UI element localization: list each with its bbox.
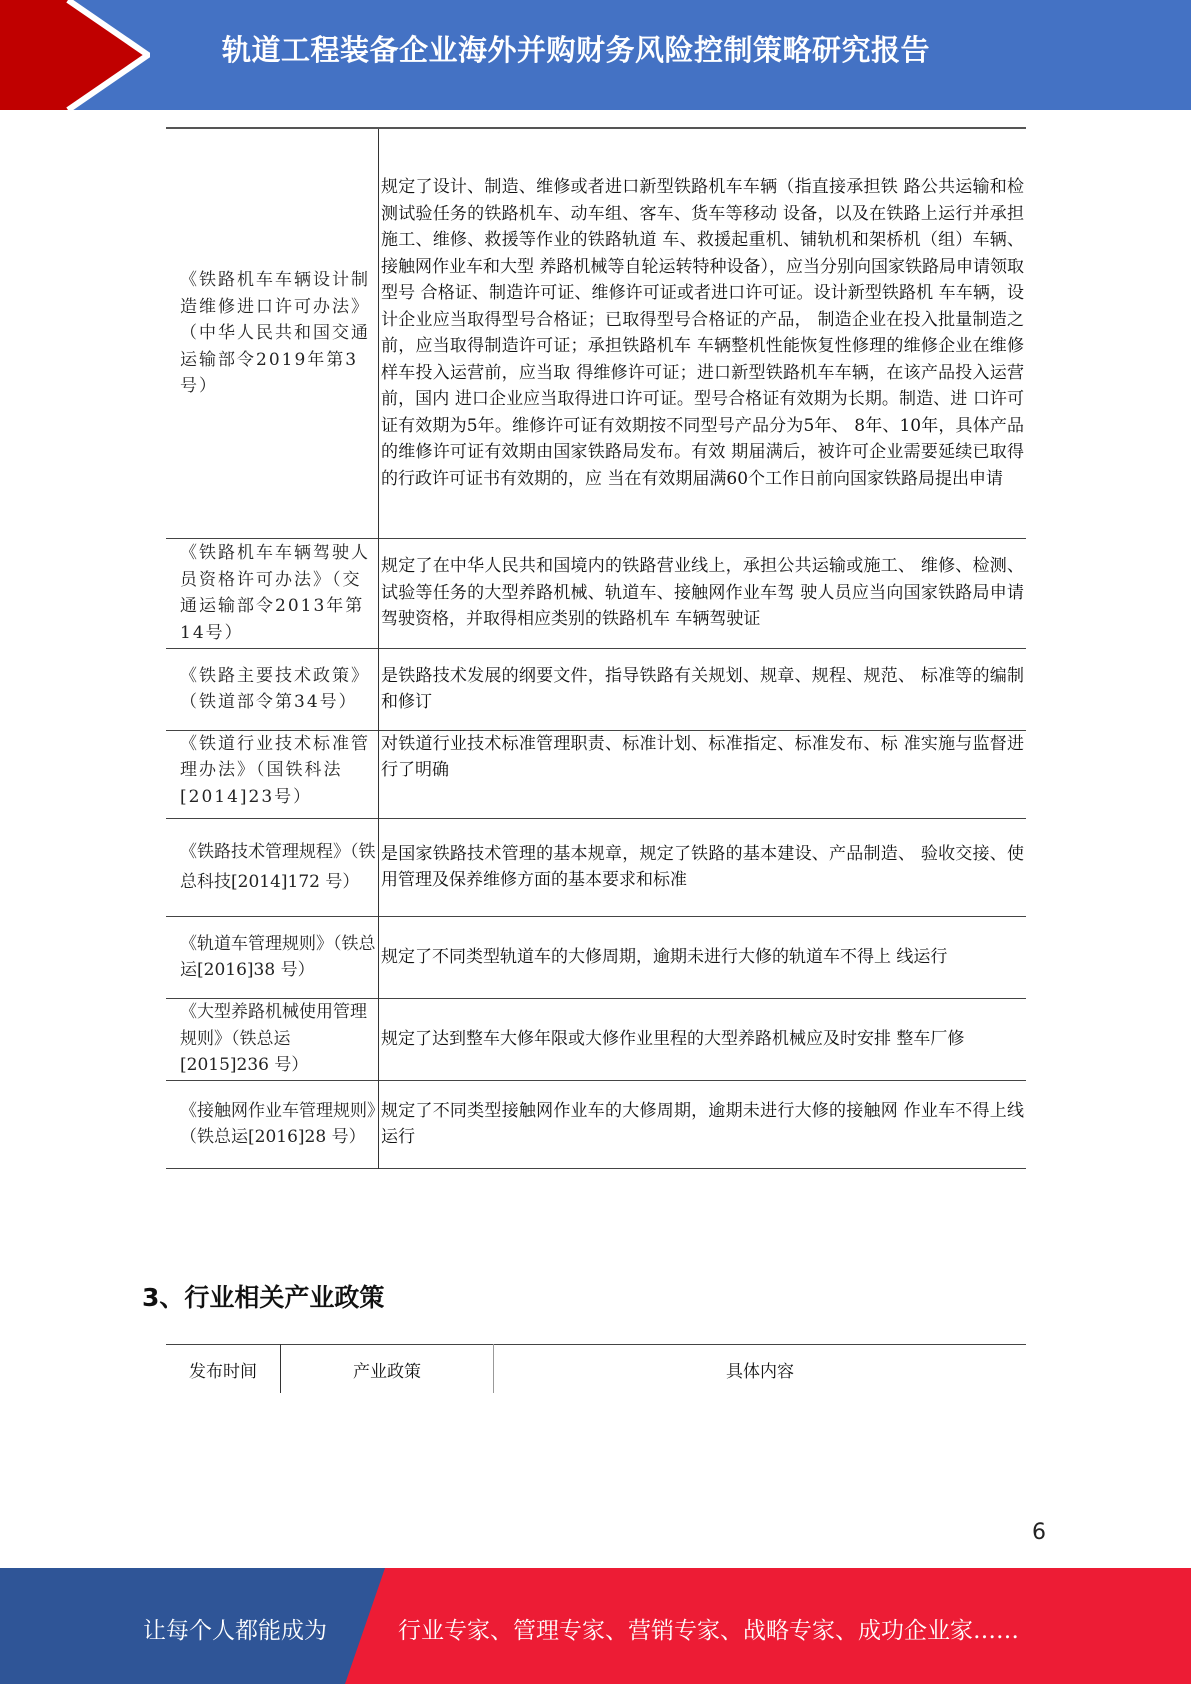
regulation-name: 《大型养路机械使用管理规则》（铁总运[2015]236 号） bbox=[166, 998, 379, 1080]
footer-slogan-left: 让每个人都能成为 bbox=[143, 1618, 327, 1644]
regulation-name: 《轨道车管理规则》（铁总运[2016]38 号） bbox=[166, 916, 379, 998]
table-row bbox=[166, 648, 1026, 730]
table-row bbox=[166, 538, 1026, 648]
table-row bbox=[166, 1080, 1026, 1168]
table-row bbox=[166, 916, 1026, 998]
regulation-name: 《铁路机车车辆设计制造维修进口许可办法》（中华人民共和国交通运输部令2019年第3号） bbox=[166, 128, 379, 538]
column-header-content: 具体内容 bbox=[726, 1361, 794, 1382]
regulation-description: 规定了达到整车大修年限或大修作业里程的大型养路机械应及时安排 整车厂修 bbox=[381, 1028, 965, 1049]
regulation-description: 规定了不同类型接触网作业车的大修周期，逾期未进行大修的接触网 作业车不得上线运行 bbox=[381, 1100, 1024, 1147]
column-header-policy: 产业政策 bbox=[281, 1345, 494, 1394]
industry-policy-table bbox=[166, 1344, 1026, 1393]
regulation-description: 对铁道行业技术标准管理职责、标准计划、标准指定、标准发布、标 准实施与监督进行了明确 bbox=[381, 733, 1024, 780]
regulation-description: 是铁路技术发展的纲要文件，指导铁路有关规划、规章、规程、规范、 标准等的编制和修订 bbox=[381, 665, 1024, 712]
regulation-name: 《铁路机车车辆驾驶人员资格许可办法》（交通运输部令2013年第14号） bbox=[166, 538, 379, 648]
regulation-name: 《铁道行业技术标准管理办法》（国铁科法[2014]23号） bbox=[166, 730, 379, 818]
header-chevron-decoration bbox=[0, 0, 150, 110]
report-title: 轨道工程装备企业海外并购财务风险控制策略研究报告 bbox=[222, 33, 931, 67]
regulation-description: 是国家铁路技术管理的基本规章，规定了铁路的基本建设、产品制造、 验收交接、使用管理及保养维修方面的基本要求和标准 bbox=[381, 843, 1024, 890]
page-number: 6 bbox=[1032, 1520, 1046, 1545]
section-heading: 3、行业相关产业政策 bbox=[142, 1283, 385, 1312]
column-header-release-date: 发布时间 bbox=[166, 1345, 281, 1394]
regulations-table bbox=[166, 127, 1026, 1169]
regulation-name: 《铁路技术管理规程》（铁总科技[2014]172 号） bbox=[166, 818, 379, 916]
regulation-description: 规定了不同类型轨道车的大修周期，逾期未进行大修的轨道车不得上 线运行 bbox=[381, 946, 948, 967]
footer-slogan-right: 行业专家、管理专家、营销专家、战略专家、成功企业家…… bbox=[398, 1618, 1019, 1644]
regulation-description: 规定了在中华人民共和国境内的铁路营业线上，承担公共运输或施工、 维修、检测、试验等任务的大型养路机械、轨道车、接触网作业车驾 驶人员应当向国家铁路局申请驾驶资格，并取得相应类别的铁路机车 车辆驾驶证 bbox=[381, 556, 1024, 630]
table-row bbox=[166, 128, 1026, 538]
table-row bbox=[166, 818, 1026, 916]
table-header-row bbox=[166, 1345, 1026, 1394]
page-header bbox=[0, 0, 1191, 110]
table-row bbox=[166, 998, 1026, 1080]
page-footer bbox=[0, 1568, 1191, 1684]
regulation-name: 《铁路主要技术政策》（铁道部令第34号） bbox=[166, 648, 379, 730]
table-row bbox=[166, 730, 1026, 818]
regulation-description: 规定了设计、制造、维修或者进口新型铁路机车车辆（指直接承担铁 路公共运输和检测试验任务的铁路机车、动车组、客车、货车等移动 设备，以及在铁路上运行并承担施工、维修、救援等作业的铁路轨道 车、救援起重机、铺轨机和架桥机（组）车辆、接触网作业车和大型 养路机械等自轮运转特种设备），应当分别向国家铁路局申请领取型号 合格证、制造许可证、维修许可证或者进口许可证。设计新型铁路机 车车辆，设计企业应当取得型号合格证；已取得型号合格证的产品， 制造企业在投入批量制造之前，应当取得制造许可证；承担铁路机车 车辆整机性能恢复性修理的维修企业在维修样车投入运营前，应当取 得维修许可证；进口新型铁路机车车辆，在该产品投入运营前，国内 进口企业应当取得进口许可证。型号合格证有效期为长期。制造、进 口许可证有效期为5年。维修许可证有效期按不同型号产品分为5年、 8年、10年，具体产品的维修许可证有效期由国家铁路局发布。有效 期届满后，被许可企业需要延续已取得的行政许可证书有效期的，应 当在有效期届满60个工作日前向国家铁路局提出申请 bbox=[381, 177, 1024, 489]
regulation-name: 《接触网作业车管理规则》（铁总运[2016]28 号） bbox=[166, 1080, 379, 1168]
